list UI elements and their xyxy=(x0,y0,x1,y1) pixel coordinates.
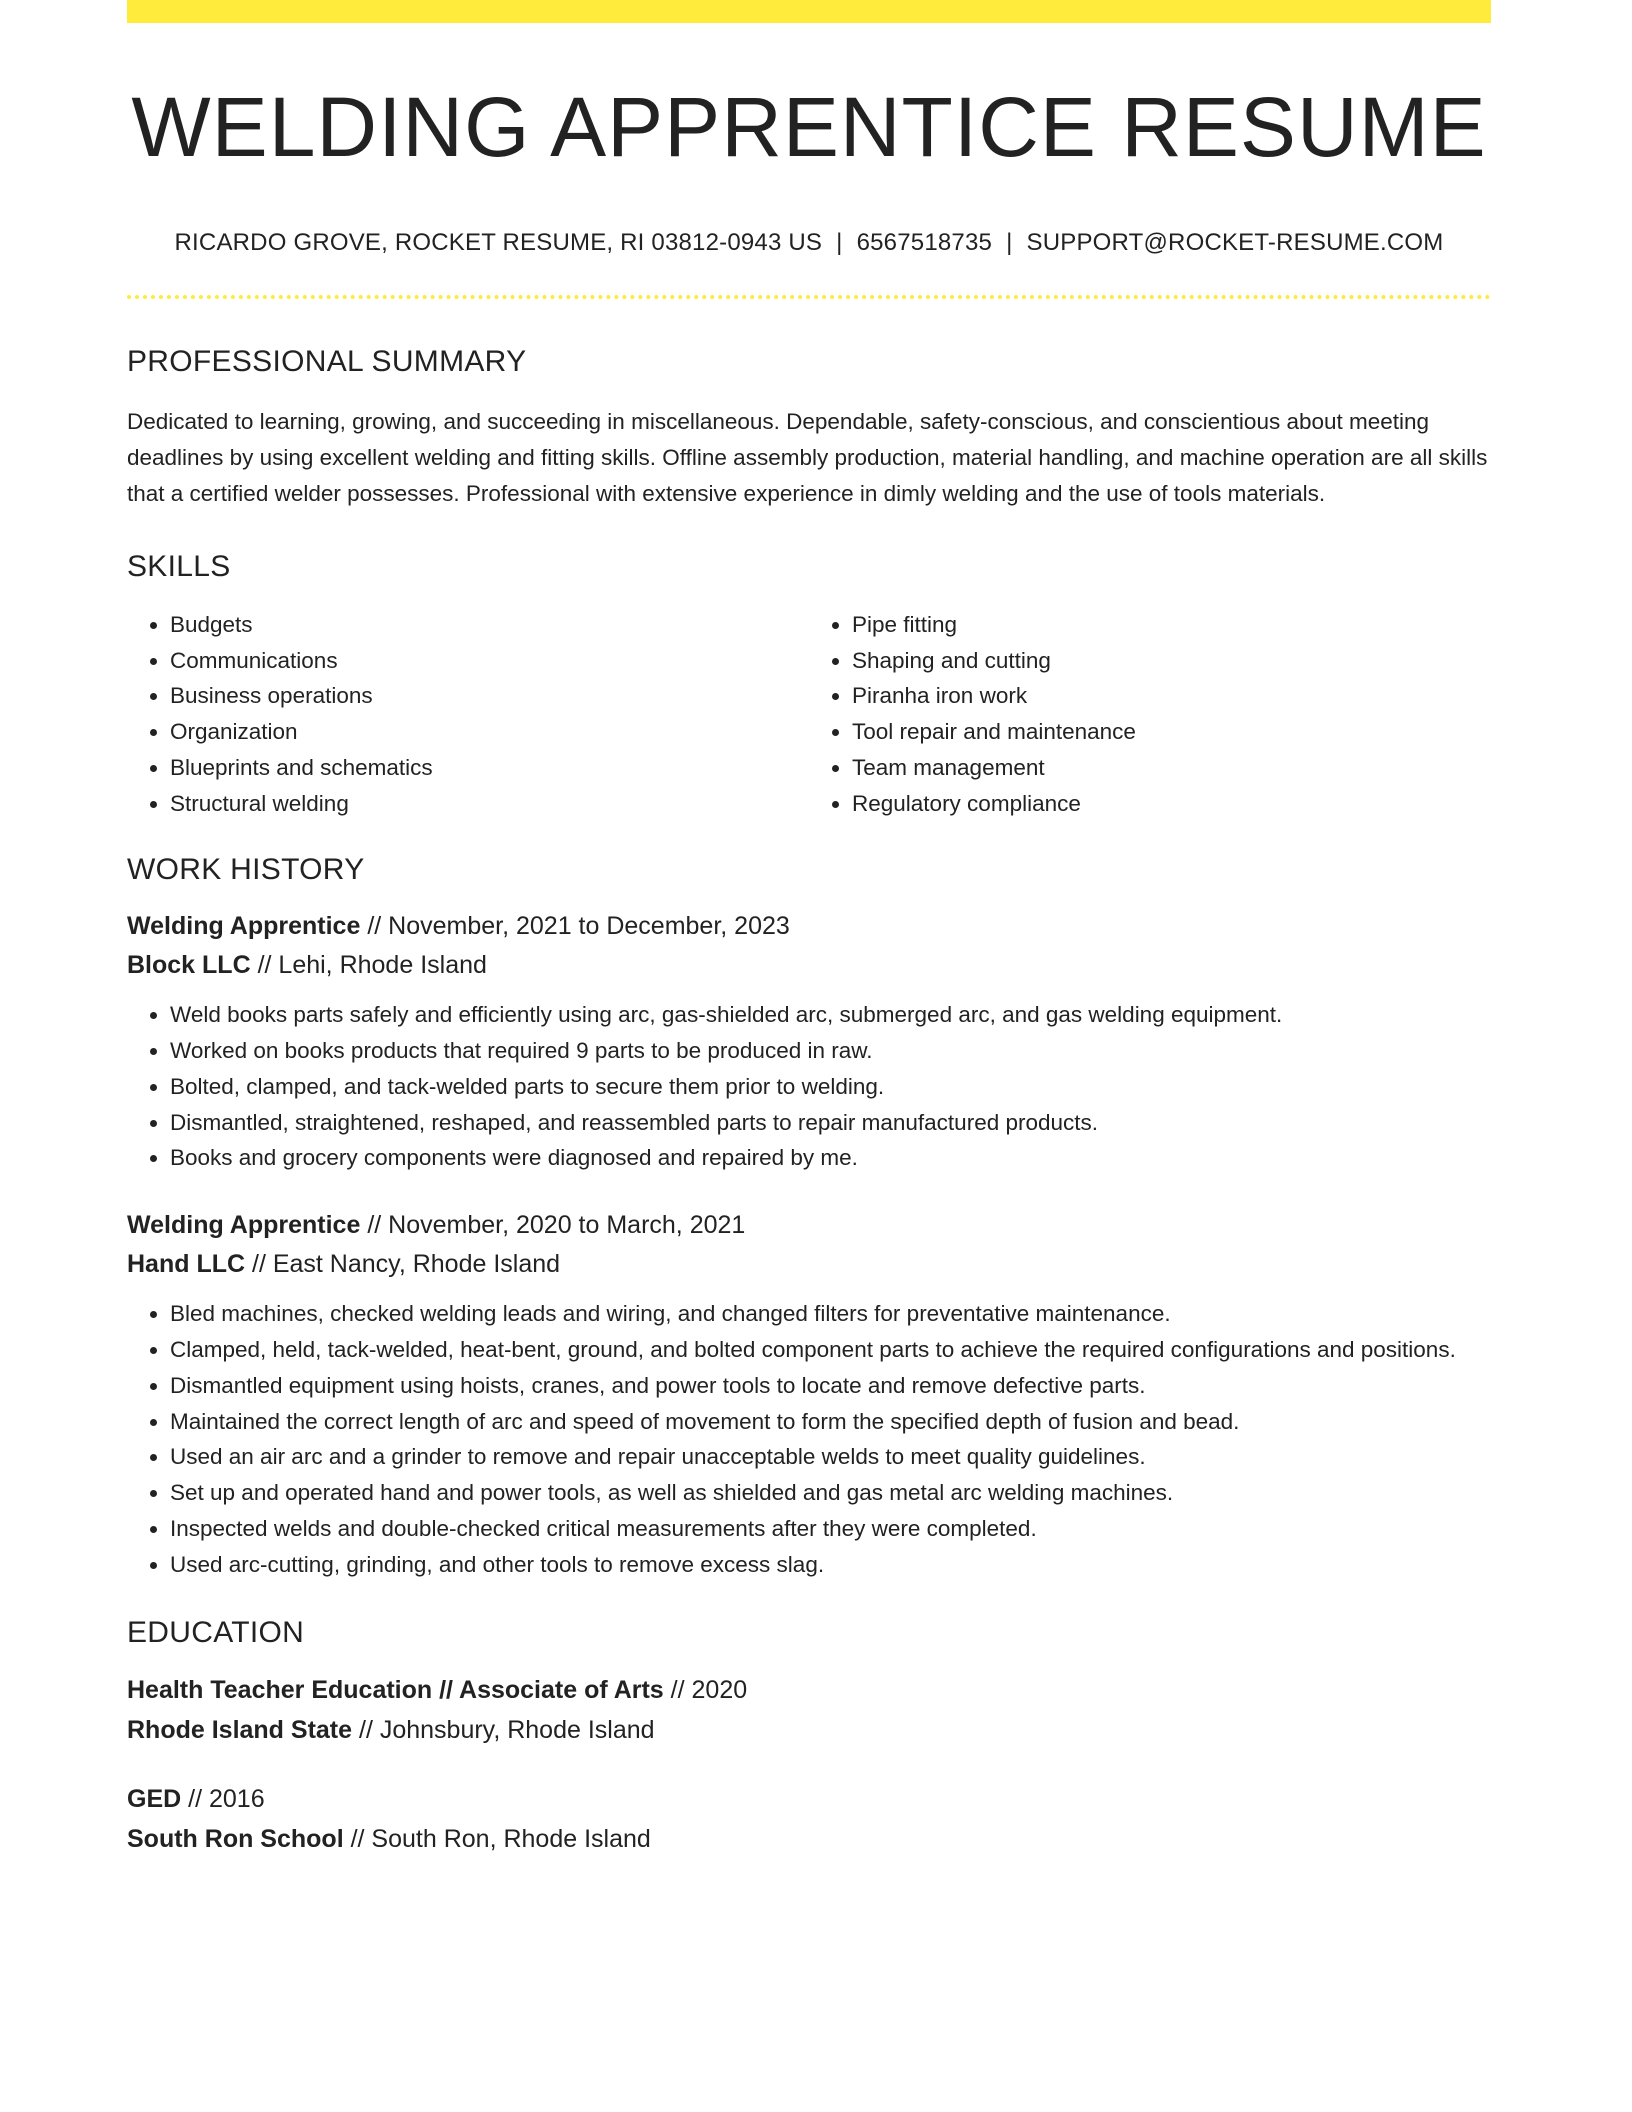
education-section xyxy=(127,1615,1491,1859)
top-accent-bar xyxy=(127,0,1491,23)
education-school: South Ron School xyxy=(127,1824,344,1853)
education-entry xyxy=(127,1670,1491,1750)
skill-item: • Structural welding xyxy=(170,786,809,822)
skill-item: • Organization xyxy=(170,714,809,750)
education-degree-line xyxy=(127,1779,1491,1819)
summary-section xyxy=(127,347,1491,512)
education-heading: EDUCATION xyxy=(127,1615,305,1649)
job-location: // East Nancy, Rhode Island xyxy=(252,1250,561,1279)
skill-item: • Communications xyxy=(170,643,809,679)
job-bullet: • Worked on books products that required 9 parts to be produced in raw. xyxy=(170,1033,1491,1069)
education-entry xyxy=(127,1779,1491,1859)
job-company-line xyxy=(127,946,1491,985)
skill-item: • Piranha iron work xyxy=(852,678,1491,714)
work-history-heading: WORK HISTORY xyxy=(127,853,365,887)
job-title: Welding Apprentice xyxy=(127,912,361,941)
skill-item: • Budgets xyxy=(170,607,809,643)
job-bullet: • Maintained the correct length of arc and speed of movement to form the specified depth of fusion and bead. xyxy=(170,1404,1491,1440)
contact-separator: | xyxy=(836,229,843,256)
job-bullet: • Clamped, held, tack-welded, heat-bent, ground, and bolted component parts to achieve the required configurations and positions. xyxy=(170,1332,1491,1368)
skill-item: • Regulatory compliance xyxy=(852,786,1491,822)
resume-title: WELDING APPRENTICE RESUME xyxy=(131,80,1487,174)
skill-item: • Team management xyxy=(852,750,1491,786)
job-bullet: • Dismantled equipment using hoists, cranes, and power tools to locate and remove defective parts. xyxy=(170,1368,1491,1404)
education-degree-line xyxy=(127,1670,1491,1710)
skills-left-list xyxy=(127,607,809,821)
contact-separator: | xyxy=(1006,229,1013,256)
job-dates: // November, 2020 to March, 2021 xyxy=(367,1211,746,1240)
job-bullet: • Bled machines, checked welding leads and wiring, and changed filters for preventative maintenance. xyxy=(170,1296,1491,1332)
job-title: Welding Apprentice xyxy=(127,1211,361,1240)
job-title-line xyxy=(127,1206,1491,1245)
job-bullet: • Used arc-cutting, grinding, and other tools to remove excess slag. xyxy=(170,1547,1491,1583)
job-bullet: • Used an air arc and a grinder to remove and repair unacceptable welds to meet quality guidelines. xyxy=(170,1439,1491,1475)
job-bullet: • Set up and operated hand and power tools, as well as shielded and gas metal arc welding machines. xyxy=(170,1475,1491,1511)
resume-page xyxy=(127,0,1491,1859)
education-location: // Johnsbury, Rhode Island xyxy=(359,1715,655,1744)
skill-item: • Shaping and cutting xyxy=(852,643,1491,679)
education-degree: GED xyxy=(127,1784,182,1813)
education-year: // 2020 xyxy=(670,1675,748,1704)
skills-right-list xyxy=(809,607,1491,821)
job-entry xyxy=(127,907,1491,1176)
education-school-line xyxy=(127,1819,1491,1859)
summary-heading: PROFESSIONAL SUMMARY xyxy=(127,345,527,378)
job-dates: // November, 2021 to December, 2023 xyxy=(367,912,790,941)
contact-line xyxy=(127,231,1491,255)
work-history-section xyxy=(127,855,1491,1582)
job-entry xyxy=(127,1206,1491,1582)
job-bullets xyxy=(127,997,1491,1176)
education-school-line xyxy=(127,1710,1491,1750)
contact-email: SUPPORT@ROCKET-RESUME.COM xyxy=(1026,229,1444,256)
job-bullet: • Inspected welds and double-checked critical measurements after they were completed. xyxy=(170,1511,1491,1547)
job-company-line xyxy=(127,1245,1491,1284)
job-bullets xyxy=(127,1296,1491,1582)
skill-item: • Business operations xyxy=(170,678,809,714)
job-bullet: • Weld books parts safely and efficiently using arc, gas-shielded arc, submerged arc, and gas welding equipment. xyxy=(170,997,1491,1033)
skills-columns xyxy=(127,607,1491,821)
skill-item: • Tool repair and maintenance xyxy=(852,714,1491,750)
job-company: Block LLC xyxy=(127,951,251,980)
education-school: Rhode Island State xyxy=(127,1715,353,1744)
summary-text: Dedicated to learning, growing, and succeeding in miscellaneous. Dependable, safety-conscious, and conscientious about meeting deadlines by using excellent welding and fitting skills. Offline assembly production, material handling, and machine operation are all skills that a certified welder possesses. Professional with extensive experience in dimly welding and the use of tools materials. xyxy=(127,409,1488,506)
job-bullet: • Books and grocery components were diagnosed and repaired by me. xyxy=(170,1140,1491,1176)
skills-section xyxy=(127,552,1491,821)
contact-phone: 6567518735 xyxy=(856,229,993,256)
job-bullet: • Bolted, clamped, and tack-welded parts to secure them prior to welding. xyxy=(170,1069,1491,1105)
education-degree: Health Teacher Education // Associate of Arts xyxy=(127,1675,664,1704)
skills-heading: SKILLS xyxy=(127,550,231,583)
job-title-line xyxy=(127,907,1491,946)
education-location: // South Ron, Rhode Island xyxy=(350,1824,651,1853)
skill-item: • Pipe fitting xyxy=(852,607,1491,643)
job-bullet: • Dismantled, straightened, reshaped, and reassembled parts to repair manufactured products. xyxy=(170,1105,1491,1141)
contact-address: RICARDO GROVE, ROCKET RESUME, RI 03812-0943 US xyxy=(174,229,823,256)
education-year: // 2016 xyxy=(188,1784,265,1813)
skill-item: • Blueprints and schematics xyxy=(170,750,809,786)
job-company: Hand LLC xyxy=(127,1250,246,1279)
dotted-divider xyxy=(127,295,1491,299)
job-location: // Lehi, Rhode Island xyxy=(257,951,487,980)
